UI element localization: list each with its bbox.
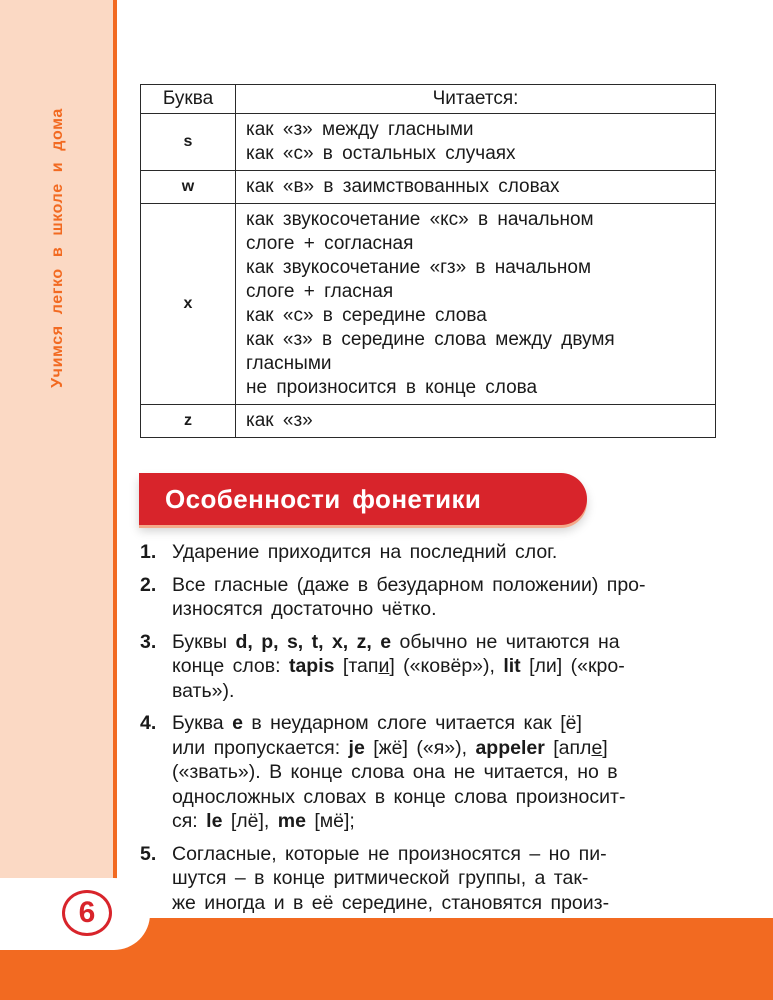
reading-line: как «с» в остальных случаях: [246, 143, 516, 164]
reading-line: как «з» между гласными: [246, 119, 474, 140]
item-text: обычно не читаются на: [391, 630, 620, 653]
item-text: [жё] («я»),: [364, 736, 476, 759]
item-text: [ли] («кро-: [520, 655, 625, 677]
item-number: 2.: [140, 573, 157, 596]
example-word: je: [348, 736, 365, 759]
reading-line: как «з»: [246, 410, 313, 431]
reading-line: не произносится в конце слова: [246, 377, 538, 398]
item-number: 5.: [140, 842, 157, 865]
item-number: 1.: [140, 541, 157, 563]
reading-line: слоге + согласная: [246, 233, 414, 254]
item-text: или пропускается:: [172, 736, 349, 759]
list-item: [140, 540, 716, 565]
section-heading: Особенности фонетики: [139, 473, 587, 525]
reading-line: как «з» в середине слова между двумя: [246, 329, 615, 350]
item-text: ся:: [172, 810, 207, 832]
reading-line: слоге + гласная: [246, 281, 394, 302]
table-row: [141, 171, 716, 204]
item-text: шутся – в конце ритмической группы, а так-: [172, 867, 589, 889]
table-row: [141, 204, 716, 405]
reading-line: гласными: [246, 353, 332, 374]
item-text: Согласные, которые не произносятся – но пи-: [172, 842, 607, 865]
item-text: в неударном слоге читается как [ё]: [242, 712, 582, 734]
item-text: Буква: [172, 712, 233, 734]
table-cell-reading: [236, 204, 716, 405]
item-text: односложных словах в конце слова произносит-: [172, 785, 626, 808]
item-text: Ударение приходится на последний слог.: [172, 541, 558, 563]
sidebar-title: Учимся легко в школе и дома: [49, 108, 66, 388]
table-cell-letter: z: [141, 405, 236, 438]
letters-term: d, p, s, t, x, z, e: [235, 630, 392, 653]
table-cell-reading: [236, 114, 716, 171]
item-number: 4.: [140, 712, 157, 734]
item-text: конце слов:: [172, 655, 289, 677]
example-word: lit: [503, 655, 521, 677]
example-word: tapis: [288, 655, 335, 677]
table-header-row: [141, 85, 716, 114]
sidebar: [0, 0, 117, 1000]
example-word: me: [277, 810, 306, 832]
letters-table: [140, 84, 716, 438]
table-cell-reading: [236, 405, 716, 438]
letter-term: e: [232, 712, 243, 734]
table-row: [141, 114, 716, 171]
header-letter: Буква: [141, 85, 236, 114]
item-text: износятся достаточно чётко.: [172, 598, 437, 620]
list-item: [140, 573, 716, 622]
item-text: же иногда и в её середине, становятся произ-: [172, 891, 610, 914]
item-text: («звать»). В конце слова она не читается, но в: [172, 761, 618, 783]
reading-line: как звукосочетание «гз» в начальном: [246, 257, 592, 278]
item-number: 3.: [140, 630, 157, 653]
list-item: [140, 711, 716, 834]
item-text: [лё],: [222, 810, 278, 832]
item-text: Буквы: [172, 630, 236, 653]
table-row: [141, 405, 716, 438]
table-cell-reading: [236, 171, 716, 204]
reading-line: как «в» в заимствованных словах: [246, 176, 560, 197]
example-word: le: [206, 810, 223, 832]
reading-line: как звукосочетание «кс» в начальном: [246, 209, 594, 230]
item-text: [мё];: [305, 810, 355, 832]
item-text: вать»).: [172, 679, 235, 702]
stressed-vowel: е: [591, 736, 603, 759]
item-text: ]: [602, 736, 608, 759]
table-cell-letter: s: [141, 114, 236, 171]
phonetics-list: [140, 540, 716, 923]
stressed-vowel: и: [378, 655, 390, 677]
table-cell-letter: w: [141, 171, 236, 204]
list-item: [140, 630, 716, 704]
list-item: [140, 842, 716, 916]
item-text: Все гласные (даже в безударном положении) про-: [172, 573, 646, 596]
reading-line: как «с» в середине слова: [246, 305, 487, 326]
example-word: appeler: [475, 736, 545, 759]
item-text: ] («ковёр»),: [389, 655, 504, 677]
page-number: 6: [62, 890, 112, 936]
table-cell-letter: x: [141, 204, 236, 405]
item-text: [апл: [544, 736, 592, 759]
item-text: [тап: [334, 655, 379, 677]
header-reading: Читается:: [236, 85, 716, 114]
